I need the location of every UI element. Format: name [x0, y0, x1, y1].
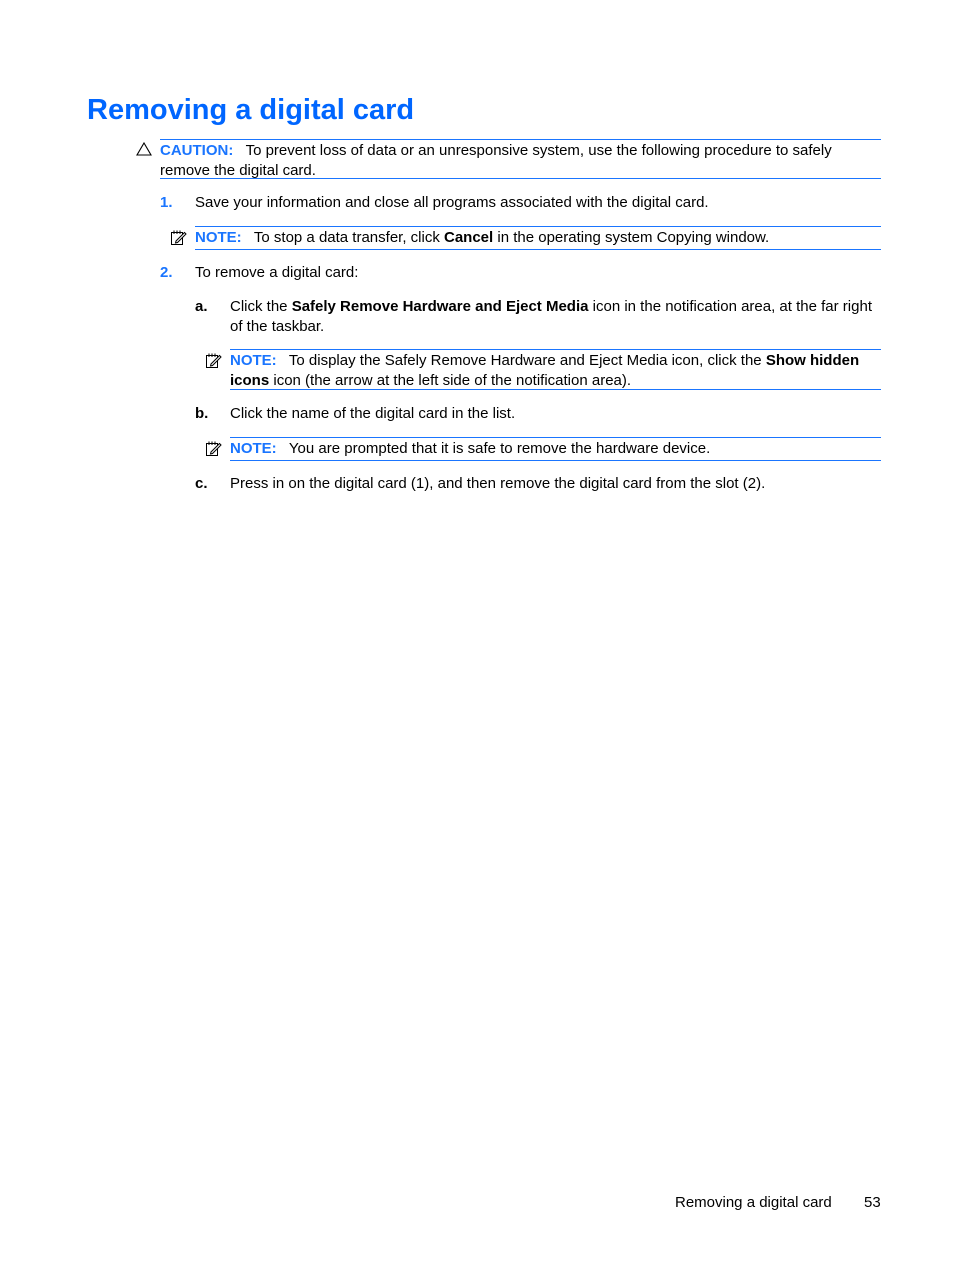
step-text: To remove a digital card:	[195, 264, 359, 281]
footer-page-number: 53	[864, 1194, 881, 1211]
footer-section-title: Removing a digital card	[675, 1194, 832, 1211]
substep-text: Press in on the digital card (1), and then remove the digital card from the slot (2).	[230, 475, 766, 492]
note-text-block	[230, 439, 881, 459]
substep-letter: c.	[195, 475, 208, 492]
caution-text-block	[160, 141, 881, 180]
caution-text: To prevent loss of data or an unresponsive system, use the following procedure to safely remove the digital card.	[160, 142, 832, 179]
note-text: icon (the arrow at the left side of the notification area).	[269, 371, 632, 389]
note-text: in the operating system Copying window.	[493, 229, 770, 246]
step-number: 1.	[160, 194, 173, 211]
substep-text: Click the name of the digital card in the list.	[230, 405, 516, 422]
substep-letter: a.	[195, 298, 208, 315]
note-bold-text: Cancel	[444, 229, 494, 246]
note-pad-icon	[205, 352, 222, 369]
substep-text-part: icon in the notification area, at the far right of the taskbar.	[230, 298, 872, 335]
note-text-block	[230, 351, 881, 390]
caution-triangle-icon	[136, 142, 152, 156]
note-box	[230, 349, 881, 390]
step-number: 2.	[160, 264, 173, 281]
note-label: NOTE:	[230, 352, 277, 369]
note-pad-icon	[170, 229, 187, 246]
substep-letter: b.	[195, 405, 209, 422]
note-text: To display the Safely Remove Hardware and Eject Media icon, click the	[288, 352, 766, 369]
note-label: NOTE:	[230, 440, 277, 457]
note-text: To stop a data transfer, click	[253, 229, 444, 246]
caution-label: CAUTION:	[160, 142, 234, 159]
note-bold-text: Show hidden icons	[230, 352, 860, 389]
page-title: Removing a digital card	[87, 94, 415, 126]
note-label: NOTE:	[195, 229, 242, 246]
step-text: Save your information and close all programs associated with the digital card.	[195, 194, 709, 211]
note-pad-icon	[205, 440, 222, 457]
note-box	[230, 437, 881, 461]
substep-bold-text: Safely Remove Hardware and Eject Media	[291, 298, 589, 315]
substep-text	[230, 297, 881, 336]
note-box	[195, 226, 881, 250]
note-text: You are prompted that it is safe to remove the hardware device.	[288, 440, 711, 457]
substep-text-part: Click the	[230, 298, 292, 315]
note-text-block	[195, 228, 881, 248]
caution-box	[160, 139, 881, 179]
